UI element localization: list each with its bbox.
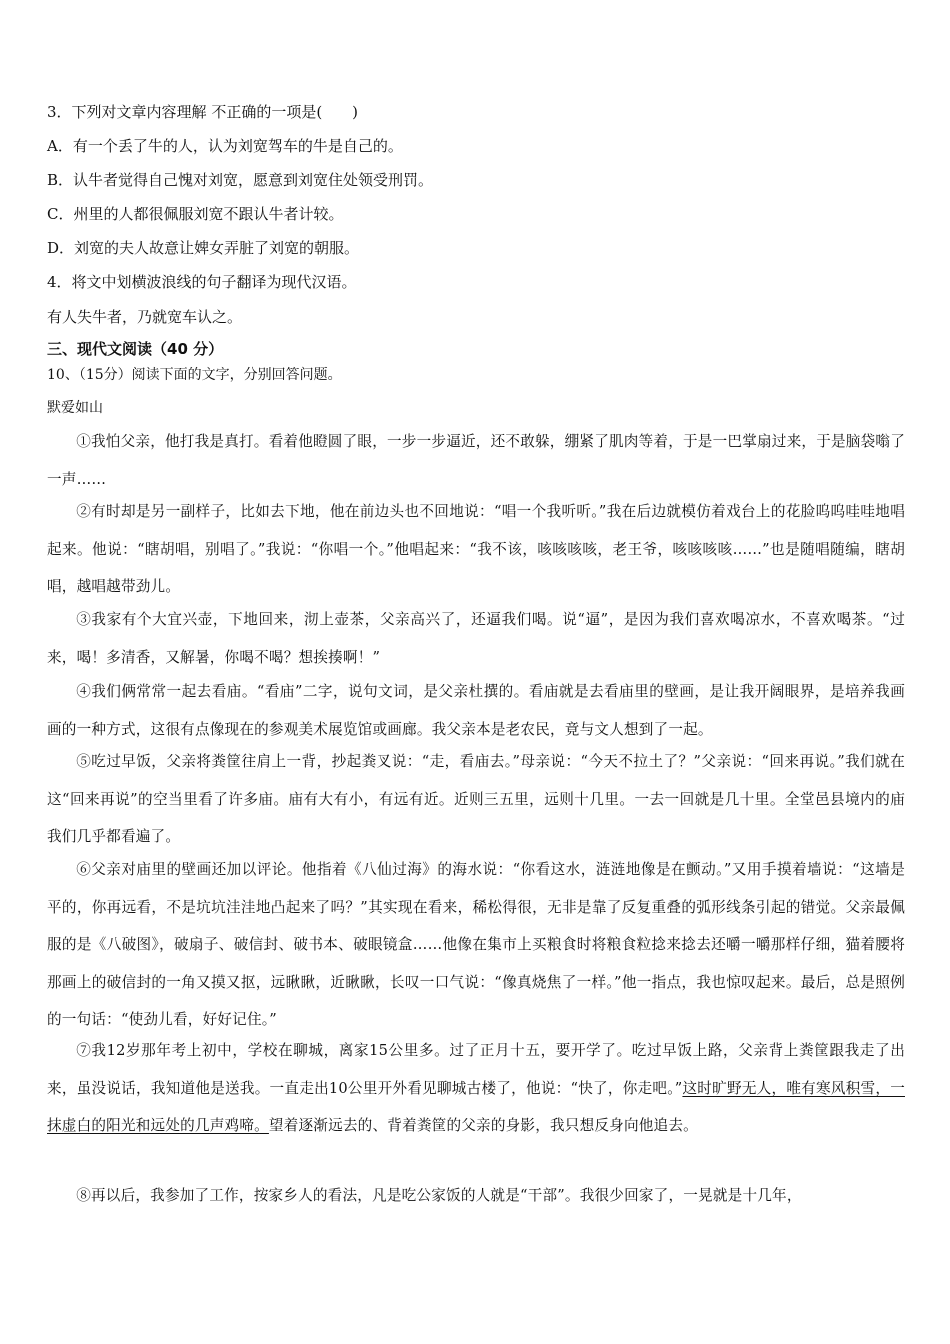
question-4-sentence: 有人失牛者，乃就宽车认之。 [47,308,243,326]
paragraph-6: ⑥父亲对庙里的壁画还加以评论。他指着《八仙过海》的海水说：“你看这水，涟涟地像是在颤动。”又用手摸着墙说：“这墙是平的，你再远看，不是坑坑洼洼地凸起来了吗？”其实现在看来，稀松得很，无非是靠了反复重叠的弧形线条引起的错觉。父亲最佩服的是《八破图》，破扇子、破信封、破书本、破眼镜盒……他像在集市上买粮食时将粮食粒捻来捻去还嚼一嚼那样仔细，猫着腰将那画上的破信封的一角又摸又抠，远瞅瞅，近瞅瞅，长叹一口气说：“像真烧焦了一样。”他一指点，我也惊叹起来。最后，总是照例的一句话：“使劲儿看，好好记住。” [47,861,905,1028]
paragraph-7-underlined-sentence: 这时旷野无人，唯有寒风积雪，一抹虚白的阳光和远处的几声鸡啼。 [47,1079,905,1134]
paragraph-7-text-b: 望着逐渐远去的、背着粪筐的父亲的身影，我只想反身向他追去。 [268,1117,698,1134]
article-title: 默爱如山 [47,400,103,416]
option-b: B．认牛者觉得自己愧对刘宽，愿意到刘宽住处领受刑罚。 [47,171,434,189]
option-d: D．刘宽的夫人故意让婢女弄脏了刘宽的朝服。 [47,239,360,257]
paragraph-5: ⑤吃过早饭，父亲将粪筐往肩上一背，抄起粪叉说：“走，看庙去。”母亲说：“今天不拉土了？”父亲说：“回来再说。”我们就在这“回来再说”的空当里看了许多庙。庙有大有小，有远有近。近则三五里，远则十几里。一去一回就是几十里。全堂邑县境内的庙我们几乎都看遍了。 [47,753,905,845]
section-title: 三、现代文阅读（40 分） [47,340,224,358]
paragraph-3: ③我家有个大宜兴壶，下地回来，沏上壶茶，父亲高兴了，还逼我们喝。说“逼”，是因为我们喜欢喝凉水，不喜欢喝茶。“过来，喝！多清香，又解暑，你喝不喝？想挨揍啊！” [47,611,905,666]
paragraph-1: ①我怕父亲，他打我是真打。看着他瞪圆了眼，一步一步逼近，还不敢躲，绷紧了肌肉等着，于是一巴掌扇过来，于是脑袋嗡了一声…… [47,433,905,488]
paragraph-2: ②有时却是另一副样子，比如去下地，他在前边头也不回地说：“唱一个我听听。”我在后边就模仿着戏台上的花脸呜呜哇哇地唱起来。他说：“瞎胡唱，别唱了。”我说：“你唱一个。”他唱起来：“我不该，咳咳咳咳，老王爷，咳咳咳咳……”也是随唱随编，瞎胡唱，越唱越带劲儿。 [47,503,905,595]
question-4: 4．将文中划横波浪线的句子翻译为现代汉语。 [47,273,357,291]
option-a: A．有一个丢了牛的人，认为刘宽驾车的牛是自己的。 [47,137,403,155]
paragraph-7 [47,1032,905,1145]
section-instruction: 10、（15分）阅读下面的文字，分别回答问题。 [47,367,342,383]
paragraph-7-text-a: ⑦我12岁那年考上初中，学校在聊城，离家15公里多。过了正月十五，要开学了。吃过早饭上路，父亲背上粪筐跟我走了出来，虽没说话，我知道他是送我。一直走出10公里开外看见聊城古楼了，他说：“快了，你走吧。” [47,1042,905,1097]
question-3: 3．下列对文章内容理解 不正确的一项是( ) [47,103,359,121]
option-c: C．州里的人都很佩服刘宽不跟认牛者计较。 [47,205,344,223]
paragraph-8: ⑧再以后，我参加了工作，按家乡人的看法，凡是吃公家饭的人就是“干部”。我很少回家了，一晃就是十几年， [76,1187,802,1204]
paragraph-4: ④我们俩常常一起去看庙。“看庙”二字，说句文词，是父亲杜撰的。看庙就是去看庙里的壁画，是让我开阔眼界，是培养我画画的一种方式，这很有点像现在的参观美术展览馆或画廊。我父亲本是老农民，竟与文人想到了一起。 [47,683,905,738]
